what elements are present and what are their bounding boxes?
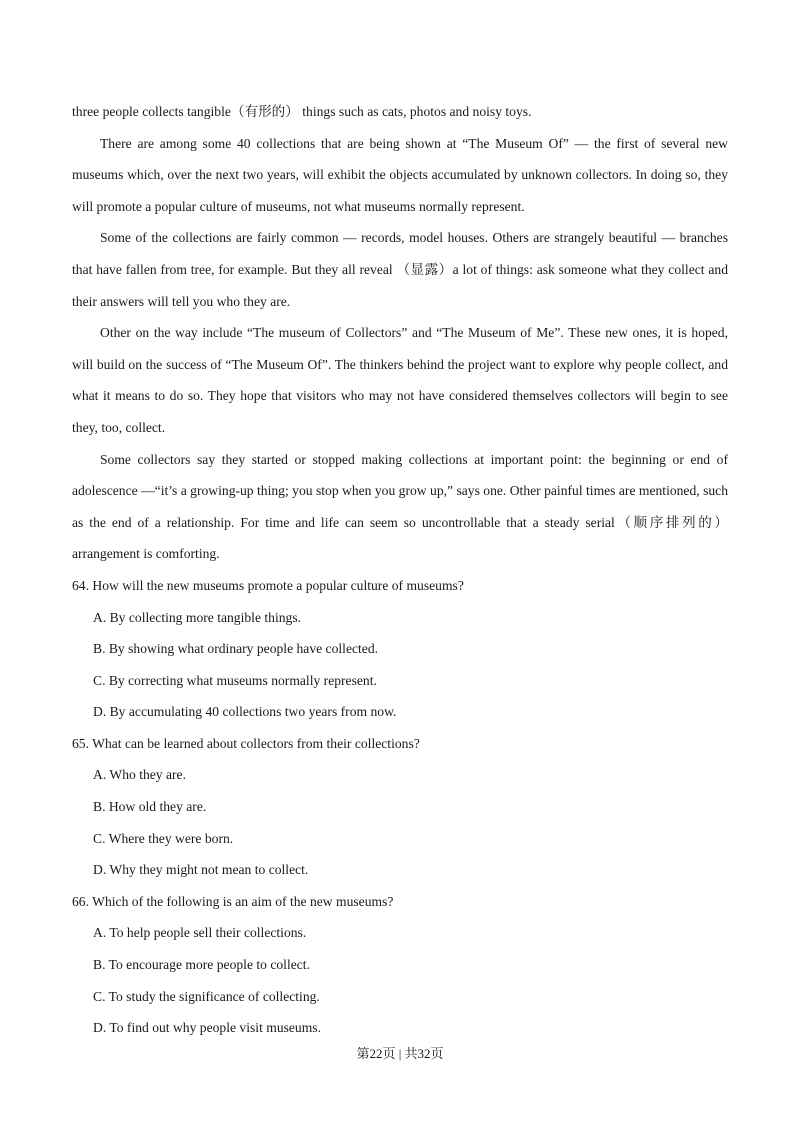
answer-option: C. Where they were born. (93, 830, 234, 846)
answer-option: B. How old they are. (93, 799, 207, 815)
answer-option: B. By showing what ordinary people have collected. (93, 641, 379, 657)
passage-paragraph: There are among some 40 collections that are being shown at “The Museum Of” — the first of several new museums which, over the next two years, will exhibit the objects accumulated by unknown collectors. In doing so, they will promote a popular culture of museums, not what museums normally represent. (72, 135, 728, 214)
answer-option: A. Who they are. (93, 767, 186, 783)
answer-option: D. Why they might not mean to collect. (93, 862, 309, 878)
reading-passage (72, 96, 728, 570)
passage-paragraph: Some of the collections are fairly common — records, model houses. Others are strangely beautiful — branches that have fallen from tree, for example. But they all reveal （显露）a lot of things: ask someone what they collect and their answers will tell you who they are. (72, 230, 728, 309)
answer-option: A. To help people sell their collections. (93, 925, 307, 941)
answer-option: D. By accumulating 40 collections two years from now. (93, 704, 397, 720)
question-stem: 66. Which of the following is an aim of the new museums? (72, 893, 394, 909)
question-stem: 64. How will the new museums promote a popular culture of museums? (72, 577, 464, 593)
answer-option: C. By correcting what museums normally represent. (93, 672, 377, 688)
answer-option: A. By collecting more tangible things. (93, 609, 302, 625)
page-number-footer: 第22页 | 共32页 (356, 1046, 444, 1061)
answer-option: D. To find out why people visit museums. (93, 1020, 321, 1036)
question-stem: 65. What can be learned about collectors from their collections? (72, 735, 420, 751)
question-64 (72, 570, 728, 728)
passage-paragraph: Some collectors say they started or stopped making collections at important point: the beginning or end of adolescence —“it’s a growing-up thing; you stop when you grow up,” says one. Other painful times are mentioned, such as the end of a relationship. For time and life can seem so uncontrollable that a steady serial（顺序排列的）arrangement is comforting. (72, 451, 728, 562)
passage-paragraph: three people collects tangible（有形的） things such as cats, photos and noisy toys. (72, 104, 532, 119)
passage-paragraph: Other on the way include “The museum of Collectors” and “The Museum of Me”. These new ones, it is hoped, will build on the success of “The Museum Of”. The thinkers behind the project want to explore why people collect, and what it means to do so. They hope that visitors who may not have considered themselves collectors will begin to see they, too, collect. (72, 325, 728, 435)
answer-option: B. To encourage more people to collect. (93, 957, 310, 973)
answer-option: C. To study the significance of collecting. (93, 988, 320, 1004)
question-66 (72, 886, 728, 1044)
page-content (72, 96, 728, 1044)
question-65 (72, 728, 728, 886)
